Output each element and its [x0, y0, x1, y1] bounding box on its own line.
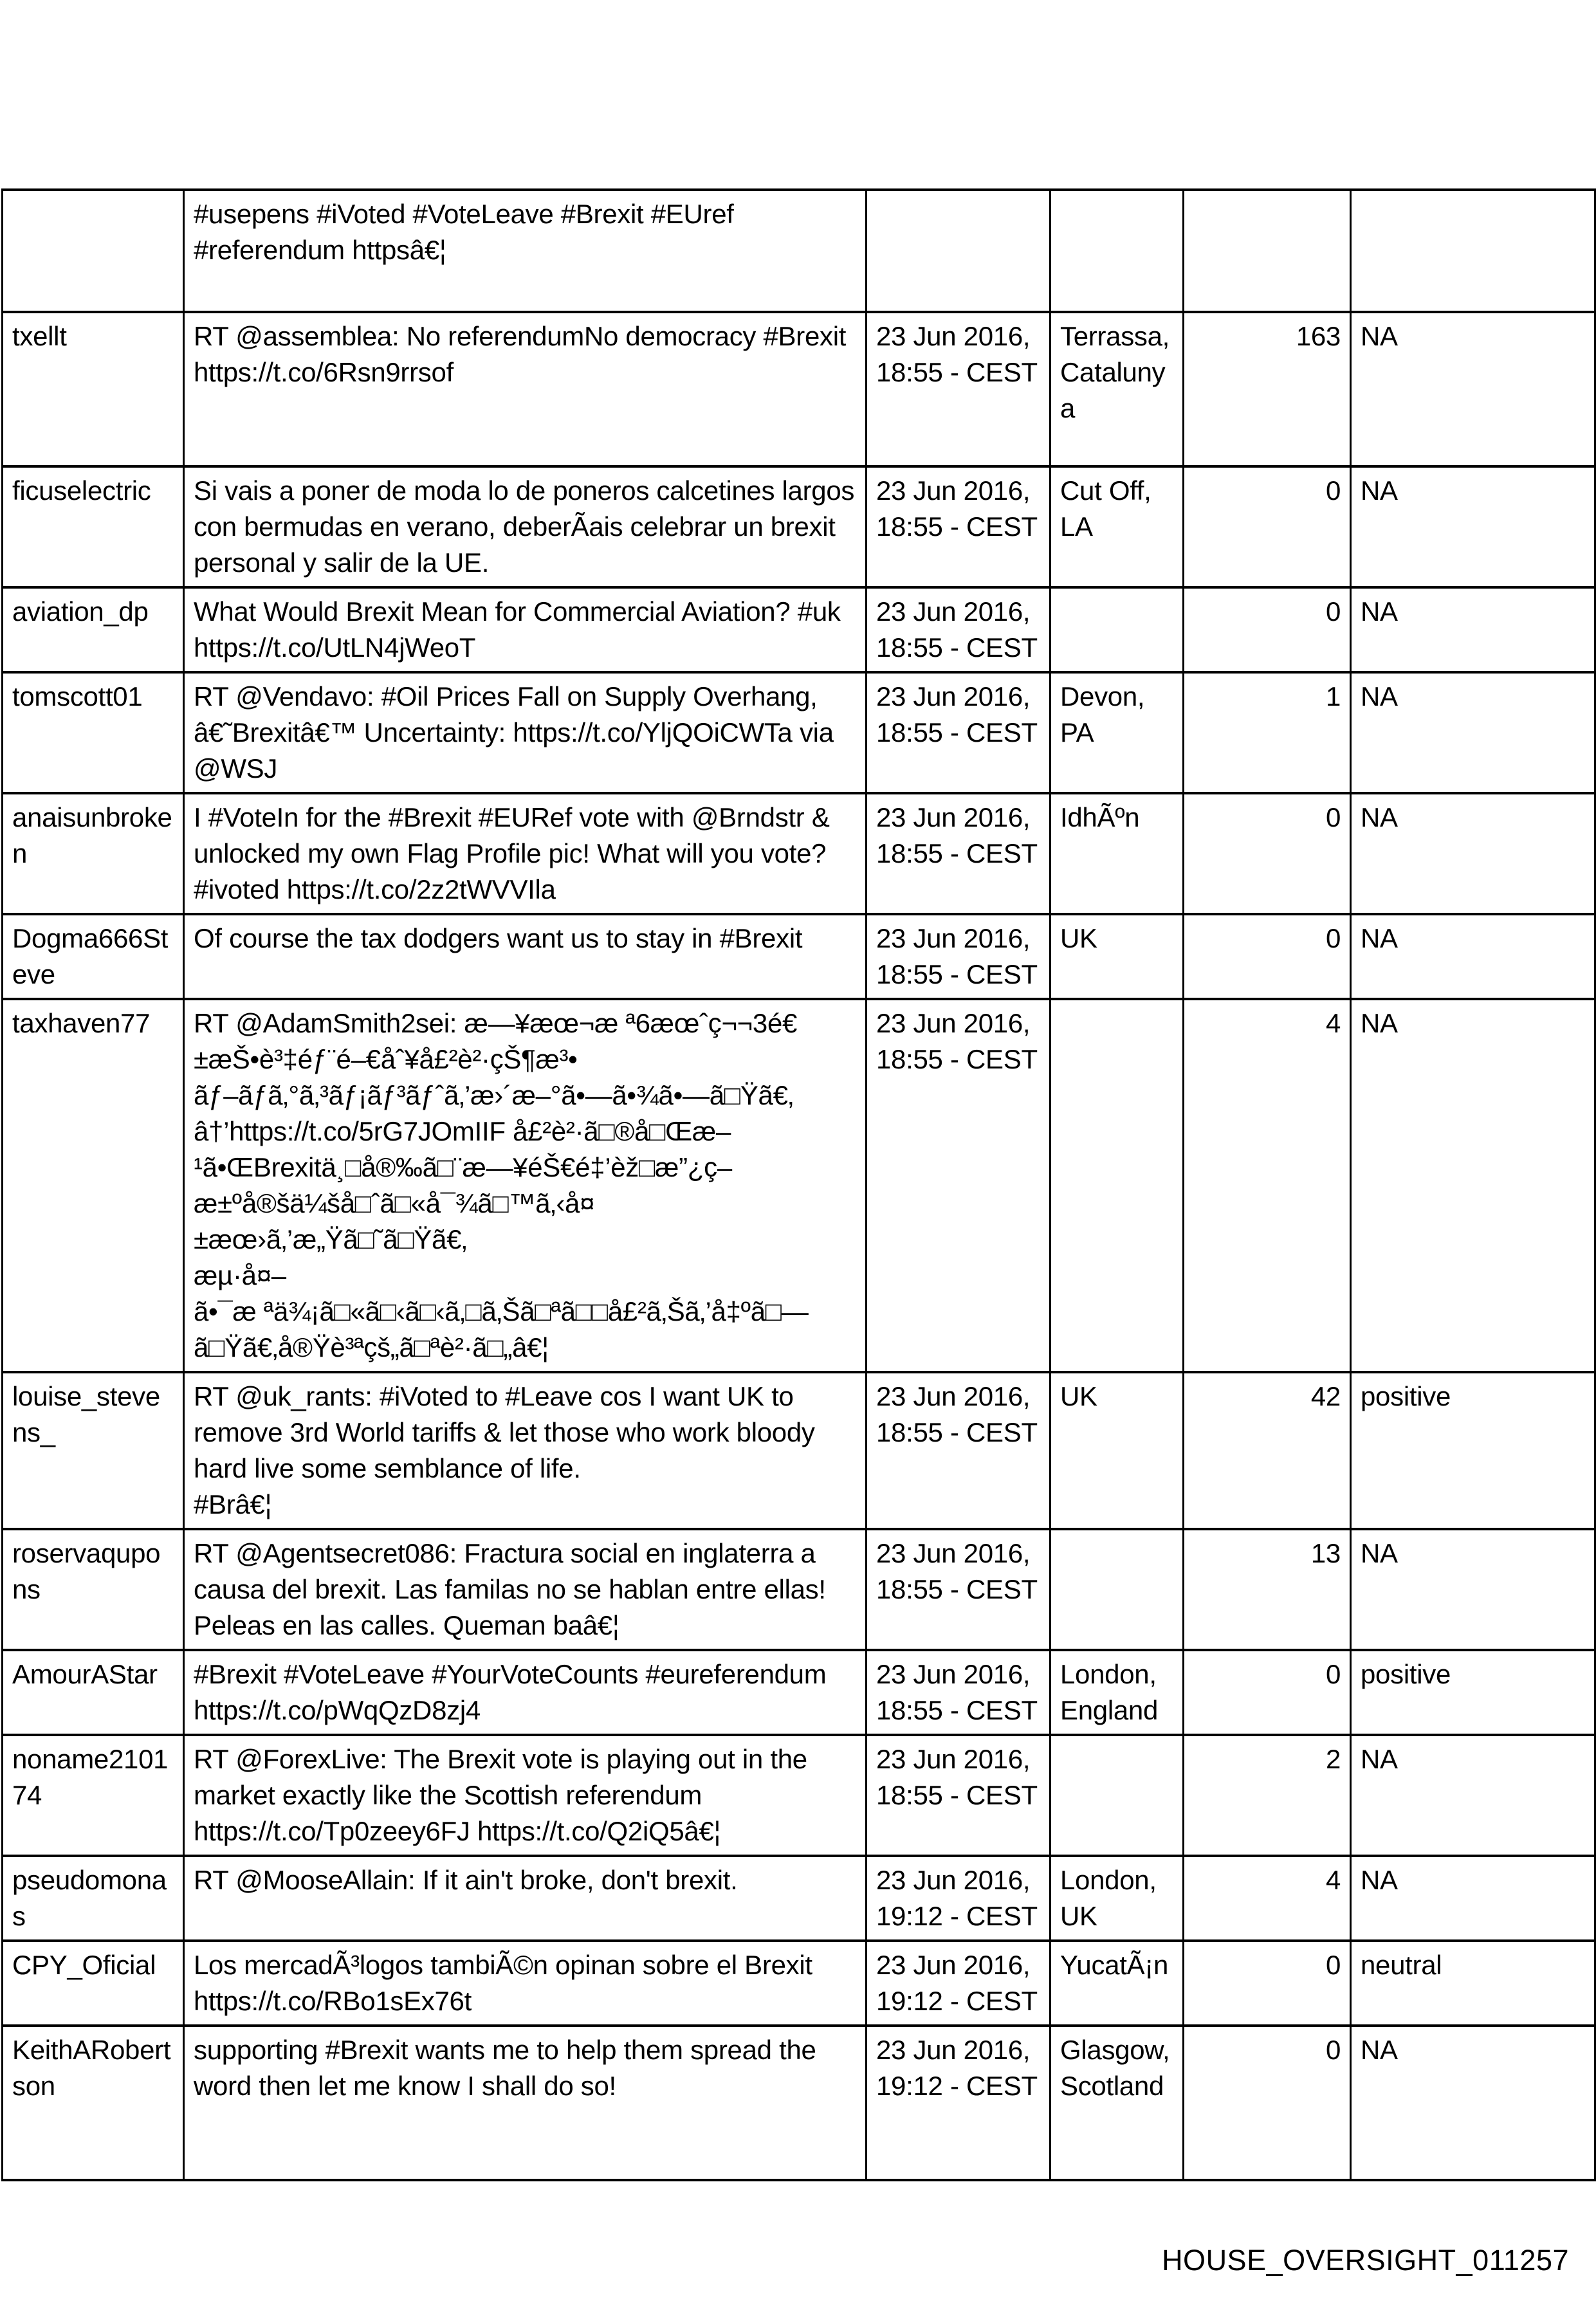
cell-count: 0 — [1184, 914, 1351, 999]
cell-sentiment: NA — [1351, 672, 1595, 793]
cell-location: London, UK — [1050, 1856, 1184, 1941]
cell-count — [1184, 190, 1351, 312]
cell-count: 4 — [1184, 999, 1351, 1372]
cell-sentiment: NA — [1351, 914, 1595, 999]
table-row — [3, 1856, 1595, 1941]
cell-datetime: 23 Jun 2016, 18:55 - CEST — [867, 914, 1050, 999]
bates-number: HOUSE_OVERSIGHT_011257 — [1162, 2244, 1569, 2277]
cell-location: YucatÃ¡n — [1050, 1941, 1184, 2026]
cell-datetime: 23 Jun 2016, 18:55 - CEST — [867, 587, 1050, 672]
table-row — [3, 466, 1595, 587]
cell-datetime: 23 Jun 2016, 18:55 - CEST — [867, 672, 1050, 793]
cell-username: louise_stevens_ — [3, 1372, 184, 1529]
cell-tweet: RT @ForexLive: The Brexit vote is playing out in the market exactly like the Scottish referendum https://t.co/Tp0zeey6FJ https://t.co/Q2iQ5â€¦ — [184, 1735, 867, 1856]
cell-location: IdhÃºn — [1050, 793, 1184, 914]
cell-sentiment: NA — [1351, 1735, 1595, 1856]
cell-tweet: I #VoteIn for the #Brexit #EURef vote with @Brndstr & unlocked my own Flag Profile pic! What will you vote? #ivoted https://t.co/2z2tWVVIla — [184, 793, 867, 914]
cell-tweet: RT @Agentsecret086: Fractura social en inglaterra a causa del brexit. Las familas no se hablan entre ellas! Peleas en las calles. Queman baâ€¦ — [184, 1529, 867, 1650]
cell-count: 42 — [1184, 1372, 1351, 1529]
cell-sentiment: NA — [1351, 999, 1595, 1372]
cell-count: 0 — [1184, 587, 1351, 672]
cell-count: 0 — [1184, 793, 1351, 914]
cell-datetime: 23 Jun 2016, 18:55 - CEST — [867, 1650, 1050, 1735]
cell-count: 0 — [1184, 2026, 1351, 2180]
cell-datetime: 23 Jun 2016, 18:55 - CEST — [867, 793, 1050, 914]
cell-username: taxhaven77 — [3, 999, 184, 1372]
table-row — [3, 587, 1595, 672]
cell-tweet: RT @uk_rants: #iVoted to #Leave cos I want UK to remove 3rd World tariffs & let those who work bloody hard live some semblance of life. #Brâ€¦ — [184, 1372, 867, 1529]
table-row — [3, 999, 1595, 1372]
cell-location: Glasgow, Scotland — [1050, 2026, 1184, 2180]
table-row — [3, 2026, 1595, 2180]
table-row — [3, 190, 1595, 312]
table-row — [3, 1735, 1595, 1856]
cell-username: tomscott01 — [3, 672, 184, 793]
cell-username: pseudomonas — [3, 1856, 184, 1941]
cell-datetime: 23 Jun 2016, 18:55 - CEST — [867, 312, 1050, 466]
cell-count: 0 — [1184, 466, 1351, 587]
cell-username: AmourAStar — [3, 1650, 184, 1735]
cell-sentiment: NA — [1351, 1529, 1595, 1650]
cell-sentiment: positive — [1351, 1372, 1595, 1529]
cell-count: 163 — [1184, 312, 1351, 466]
cell-tweet: #Brexit #VoteLeave #YourVoteCounts #eureferendum https://t.co/pWqQzD8zj4 — [184, 1650, 867, 1735]
cell-tweet: supporting #Brexit wants me to help them spread the word then let me know I shall do so! — [184, 2026, 867, 2180]
table-row — [3, 914, 1595, 999]
cell-username: txellt — [3, 312, 184, 466]
cell-location — [1050, 587, 1184, 672]
cell-count: 13 — [1184, 1529, 1351, 1650]
cell-location: London, England — [1050, 1650, 1184, 1735]
table-row — [3, 672, 1595, 793]
cell-sentiment: NA — [1351, 587, 1595, 672]
cell-location: UK — [1050, 914, 1184, 999]
cell-datetime: 23 Jun 2016, 18:55 - CEST — [867, 1529, 1050, 1650]
table-row — [3, 1650, 1595, 1735]
cell-datetime: 23 Jun 2016, 19:12 - CEST — [867, 2026, 1050, 2180]
cell-datetime: 23 Jun 2016, 18:55 - CEST — [867, 1735, 1050, 1856]
cell-datetime: 23 Jun 2016, 19:12 - CEST — [867, 1941, 1050, 2026]
cell-count: 2 — [1184, 1735, 1351, 1856]
cell-count: 1 — [1184, 672, 1351, 793]
cell-sentiment: positive — [1351, 1650, 1595, 1735]
table-row — [3, 1529, 1595, 1650]
cell-count: 0 — [1184, 1941, 1351, 2026]
cell-tweet: Si vais a poner de moda lo de poneros calcetines largos con bermudas en verano, deberÃais celebrar un brexit personal y salir de la UE. — [184, 466, 867, 587]
cell-count: 4 — [1184, 1856, 1351, 1941]
cell-sentiment: neutral — [1351, 1941, 1595, 2026]
cell-username: Dogma666Steve — [3, 914, 184, 999]
cell-tweet: What Would Brexit Mean for Commercial Aviation? #uk https://t.co/UtLN4jWeoT — [184, 587, 867, 672]
cell-sentiment: NA — [1351, 793, 1595, 914]
cell-count: 0 — [1184, 1650, 1351, 1735]
cell-username: KeithARobertson — [3, 2026, 184, 2180]
tweets-table — [1, 188, 1596, 2181]
cell-sentiment: NA — [1351, 2026, 1595, 2180]
table-row — [3, 1941, 1595, 2026]
cell-location — [1050, 1529, 1184, 1650]
cell-location: Cut Off, LA — [1050, 466, 1184, 587]
cell-datetime: 23 Jun 2016, 18:55 - CEST — [867, 1372, 1050, 1529]
cell-sentiment: NA — [1351, 466, 1595, 587]
cell-location — [1050, 999, 1184, 1372]
cell-username: anaisunbroken — [3, 793, 184, 914]
cell-sentiment: NA — [1351, 312, 1595, 466]
cell-tweet: RT @Vendavo: #Oil Prices Fall on Supply Overhang, â€˜Brexitâ€™ Uncertainty: https://t.co/YljQOiCWTa via @WSJ — [184, 672, 867, 793]
cell-location: Terrassa, Catalunya — [1050, 312, 1184, 466]
table-row — [3, 793, 1595, 914]
cell-location — [1050, 190, 1184, 312]
table-row — [3, 1372, 1595, 1529]
cell-location — [1050, 1735, 1184, 1856]
cell-username: roservaqupons — [3, 1529, 184, 1650]
cell-tweet: RT @AdamSmith2sei: æ—¥æœ¬æ ª6æœˆç¬¬3é€±æŠ•è³‡éƒ¨é–€åˆ¥å£²è²·çŠ¶æ³• ãƒ–ãƒã‚°ã‚³ãƒ¡ãƒ³ãƒˆã‚’æ›´æ–°ã•—ã•¾ã•—ã□Ÿã€‚ â†’https://t.co/5rG7JOmIIF å£²è²·ã□®å□Œæ–¹ã•ŒBrexitä¸□å®‰ã□¨æ—¥éŠ€é‡’èž□æ”¿ç–æ±ºå®šä¼šå□ˆã□«å¯¾ã□™ã‚‹å¤±æœ›ã‚’æ„Ÿã□˜ã□Ÿã€‚ æµ·å¤–ã•¯æ ªä¾¡ã□«ã□‹ã□‹ã‚□ã‚Šã□ªã□□å£²ã‚Šã‚’å‡ºã□—ã□Ÿã€‚å®Ÿè³ªçš„ã□ªè²·ã□„â€¦ — [184, 999, 867, 1372]
cell-sentiment — [1351, 190, 1595, 312]
cell-username: CPY_Oficial — [3, 1941, 184, 2026]
cell-tweet: RT @assemblea: No referendumNo democracy #Brexit https://t.co/6Rsn9rrsof — [184, 312, 867, 466]
table-row — [3, 312, 1595, 466]
cell-datetime: 23 Jun 2016, 18:55 - CEST — [867, 466, 1050, 587]
cell-username: aviation_dp — [3, 587, 184, 672]
cell-sentiment: NA — [1351, 1856, 1595, 1941]
cell-tweet: Los mercadÃ³logos tambiÃ©n opinan sobre el Brexit https://t.co/RBo1sEx76t — [184, 1941, 867, 2026]
cell-datetime: 23 Jun 2016, 19:12 - CEST — [867, 1856, 1050, 1941]
cell-datetime: 23 Jun 2016, 18:55 - CEST — [867, 999, 1050, 1372]
cell-username — [3, 190, 184, 312]
cell-location: UK — [1050, 1372, 1184, 1529]
cell-tweet: RT @MooseAllain: If it ain't broke, don't brexit. — [184, 1856, 867, 1941]
cell-tweet: #usepens #iVoted #VoteLeave #Brexit #EUref #referendum httpsâ€¦ — [184, 190, 867, 312]
cell-username: noname210174 — [3, 1735, 184, 1856]
cell-tweet: Of course the tax dodgers want us to stay in #Brexit — [184, 914, 867, 999]
cell-location: Devon, PA — [1050, 672, 1184, 793]
cell-datetime — [867, 190, 1050, 312]
cell-username: ficuselectric — [3, 466, 184, 587]
